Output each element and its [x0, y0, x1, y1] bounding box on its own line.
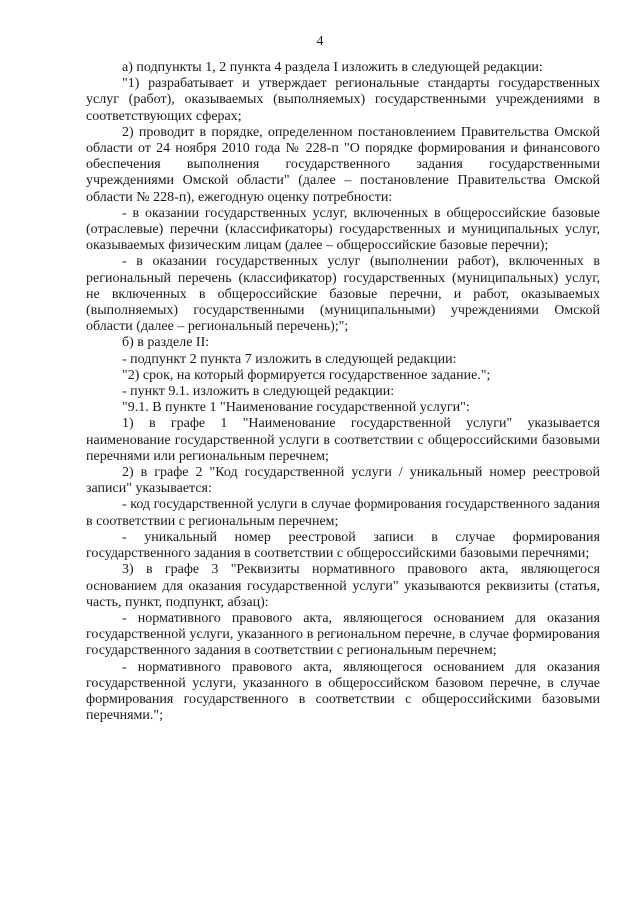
document-body	[86, 60, 600, 724]
paragraph-subitem-2-point-7: - подпункт 2 пункта 7 изложить в следующей редакции:	[122, 351, 457, 367]
paragraph-point-9-1: - пункт 9.1. изложить в следующей редакции:	[122, 384, 395, 400]
paragraph-9-1-heading: "9.1. В пункте 1 "Наименование государственной услуги":	[122, 400, 470, 416]
paragraph-column-1: 1) в графе 1 "Наименование государственной услуги" указывается наименование государственной услуги в соответствии с общероссийскими базовыми перечнями или региональным перечнем;	[86, 416, 600, 464]
paragraph-bullet-service-code: - код государственной услуги в случае формирования государственного задания в соответствии с региональным перечнем;	[86, 497, 600, 529]
paragraph-a-intro: а) подпункты 1, 2 пункта 4 раздела I изложить в следующей редакции:	[122, 60, 543, 75]
paragraph-bullet-regional-services: - в оказании государственных услуг (выполнении работ), включенных в региональный перечень (классификатор) государственных (муниципальных) услуг, не включенных в общероссийские базовые перечни, и работ, оказываемых (выполняемых) государственными (муниципальными) учреждениями Омской области (далее – региональный перечень);";	[86, 254, 600, 335]
paragraph-column-2: 2) в графе 2 "Код государственной услуги / уникальный номер реестровой записи" указывается:	[86, 465, 600, 497]
paragraph-bullet-federal-services: - в оказании государственных услуг, включенных в общероссийские базовые (отраслевые) перечни (классификаторы) государственных и муниципальных услуг, оказываемых физическим лицам (далее – общероссийские базовые перечни);	[86, 205, 600, 254]
paragraph-b-intro: б) в разделе II:	[122, 335, 210, 351]
paragraph-item-1: "1) разрабатывает и утверждает региональные стандарты государственных услуг (работ), оказываемых (выполняемых) государственными учреждениями в соответствующих сферах;	[86, 76, 600, 124]
paragraph-item-2: 2) проводит в порядке, определенном постановлением Правительства Омской области от 24 ноября 2010 года № 228-п "О порядке формирования и финансового обеспечения выполнения государственного задания государственными учреждениями Омской области" (далее – постановление Правительства Омской области № 228-п), ежегодную оценку потребности:	[86, 124, 600, 205]
paragraph-bullet-registry-number: - уникальный номер реестровой записи в случае формирования государственного задания в соответствии с общероссийскими базовыми перечнями;	[86, 529, 600, 562]
paragraph-column-3: 3) в графе 3 "Реквизиты нормативного правового акта, являющегося основанием для оказания государственной услуги" указываются реквизиты (статья, часть, пункт, подпункт, абзац):	[86, 562, 600, 610]
page-number: 4	[316, 34, 324, 49]
paragraph-bullet-federal-act: - нормативного правового акта, являющегося основанием для оказания государственной услуги, указанного в общероссийском базовом перечне, в случае формирования государственного в соответствии с общероссийскими базовыми перечнями.";	[86, 659, 600, 724]
paragraph-term-of-task: "2) срок, на который формируется государственное задание.";	[122, 367, 491, 383]
paragraph-bullet-regional-act: - нормативного правового акта, являющегося основанием для оказания государственной услуги, указанного в региональном перечне, в случае формирования государственного задания в соответствии с региональным перечнем;	[86, 610, 600, 659]
